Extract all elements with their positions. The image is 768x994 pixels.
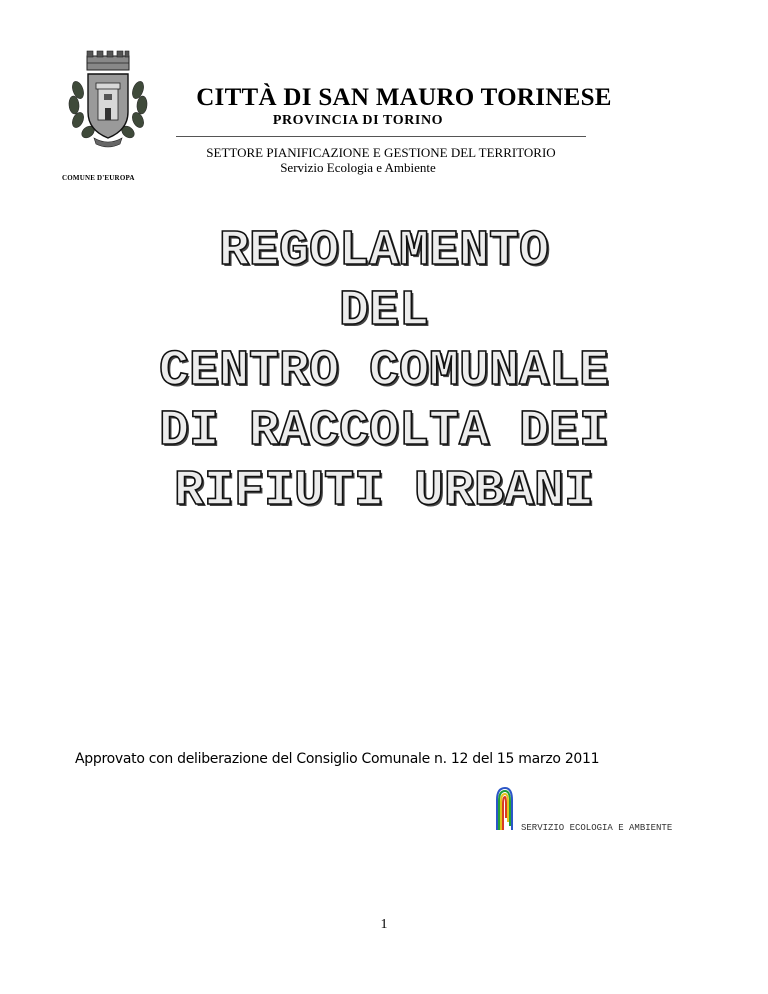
service-name: Servizio Ecologia e Ambiente xyxy=(280,160,436,175)
page-number: 1 xyxy=(380,917,388,932)
rainbow-arch-icon xyxy=(494,786,514,830)
title-line-2: DEL xyxy=(338,283,429,340)
title-line-3: CENTRO COMUNALE xyxy=(158,343,610,400)
title-line-5: RIFIUTI URBANI xyxy=(173,463,595,520)
header-divider xyxy=(176,136,586,137)
city-name: CITTÀ DI SAN MAURO TORINESE xyxy=(196,84,612,111)
approval-note: Approvato con deliberazione del Consiglio Comunale n. 12 del 15 marzo 2011 xyxy=(75,751,600,767)
title-line-1: REGOLAMENTO xyxy=(218,223,550,280)
footer-service-label: SERVIZIO ECOLOGIA E AMBIENTE xyxy=(521,823,673,833)
coat-of-arms-icon xyxy=(60,50,156,150)
province-name: PROVINCIA DI TORINO xyxy=(272,113,444,128)
document-title xyxy=(84,222,684,522)
crest-caption: COMUNE D'EUROPA xyxy=(62,174,135,182)
title-line-4: DI RACCOLTA DEI xyxy=(158,403,610,460)
sector-name: SETTORE PIANIFICAZIONE E GESTIONE DEL TERRITORIO xyxy=(206,145,556,160)
